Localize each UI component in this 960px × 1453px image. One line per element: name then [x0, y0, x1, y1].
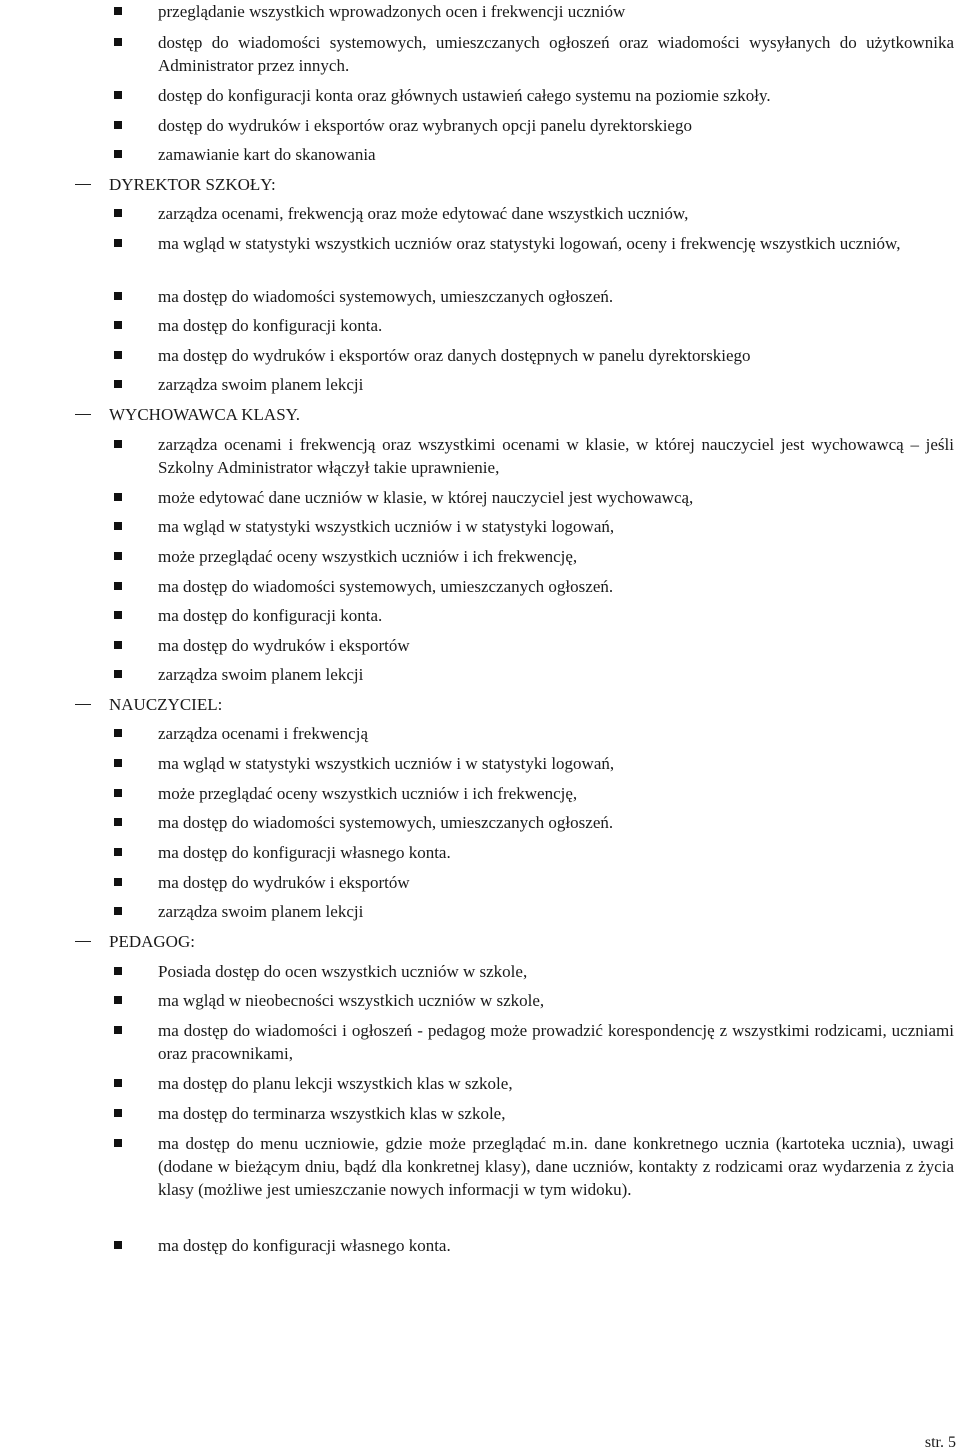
- bullet-icon: [114, 150, 122, 158]
- bullet-icon: [114, 380, 122, 388]
- bullet-icon: [114, 1109, 122, 1117]
- list-item: zarządza ocenami, frekwencją oraz może edytować dane wszystkich uczniów,: [158, 204, 689, 223]
- bullet-icon: [114, 351, 122, 359]
- bullet-icon: [114, 818, 122, 826]
- bullet-icon: [114, 967, 122, 975]
- bullet-icon: [114, 209, 122, 217]
- list-item: może edytować dane uczniów w klasie, w której nauczyciel jest wychowawcą,: [158, 488, 694, 507]
- list-item: ma dostęp do konfiguracji własnego konta.: [158, 1236, 451, 1255]
- list-item: zarządza ocenami i frekwencją oraz wszystkimi ocenami w klasie, w której nauczyciel jest wychowawcą – jeśli Szkolny Administrator włączył takie uprawnienie,: [158, 435, 954, 477]
- list-item: dostęp do wydruków i eksportów oraz wybranych opcji panelu dyrektorskiego: [158, 116, 692, 135]
- list-item: przeglądanie wszystkich wprowadzonych ocen i frekwencji uczniów: [158, 2, 626, 21]
- bullet-icon: [114, 789, 122, 797]
- bullet-icon: [114, 440, 122, 448]
- bullet-icon: [114, 91, 122, 99]
- list-item: ma dostęp do konfiguracji własnego konta.: [158, 843, 451, 862]
- bullet-icon: [114, 670, 122, 678]
- list-item: dostęp do wiadomości systemowych, umieszczanych ogłoszeń oraz wiadomości wysyłanych do użytkownika Administrator przez innych.: [158, 33, 954, 75]
- bullet-icon: [114, 7, 122, 15]
- bullet-icon: [114, 1079, 122, 1087]
- bullet-icon: [114, 759, 122, 767]
- bullet-icon: [114, 582, 122, 590]
- bullet-icon: [114, 38, 122, 46]
- bullet-icon: [114, 493, 122, 501]
- bullet-icon: [114, 321, 122, 329]
- list-item: zarządza swoim planem lekcji: [158, 902, 364, 921]
- list-item: ma wgląd w statystyki wszystkich uczniów i w statystyki logowań,: [158, 517, 615, 536]
- bullet-icon: [114, 1241, 122, 1249]
- bullet-icon: [114, 729, 122, 737]
- dash-icon: [75, 184, 91, 185]
- bullet-icon: [114, 552, 122, 560]
- bullet-icon: [114, 292, 122, 300]
- bullet-icon: [114, 878, 122, 886]
- bullet-icon: [114, 848, 122, 856]
- list-item: ma dostęp do terminarza wszystkich klas w szkole,: [158, 1104, 506, 1123]
- list-item: zarządza swoim planem lekcji: [158, 375, 364, 394]
- bullet-icon: [114, 522, 122, 530]
- list-item: może przeglądać oceny wszystkich uczniów i ich frekwencję,: [158, 784, 578, 803]
- list-item: ma dostęp do konfiguracji konta.: [158, 316, 383, 335]
- section-heading-wychowawca: WYCHOWAWCA KLASY.: [109, 405, 300, 424]
- list-item: zarządza ocenami i frekwencją: [158, 724, 368, 743]
- list-item: ma dostęp do wiadomości systemowych, umieszczanych ogłoszeń.: [158, 577, 614, 596]
- list-item: ma dostęp do wiadomości systemowych, umieszczanych ogłoszeń.: [158, 287, 614, 306]
- list-item: Posiada dostęp do ocen wszystkich uczniów w szkole,: [158, 962, 528, 981]
- list-item: ma dostęp do wydruków i eksportów: [158, 873, 410, 892]
- bullet-icon: [114, 641, 122, 649]
- bullet-icon: [114, 1139, 122, 1147]
- dash-icon: [75, 941, 91, 942]
- list-item: zamawianie kart do skanowania: [158, 145, 376, 164]
- list-item: ma wgląd w nieobecności wszystkich uczniów w szkole,: [158, 991, 545, 1010]
- list-item: ma dostęp do menu uczniowie, gdzie może przeglądać m.in. dane konkretnego ucznia (kartoteka ucznia), uwagi (dodane w bieżącym dniu, bądź dla konkretnej klasy), dane uczniów, kontakty z rodzicami oraz wydarzenia z życia klasy (możliwe jest umieszczanie nowych informacji w tym widoku).: [158, 1134, 954, 1199]
- bullet-icon: [114, 611, 122, 619]
- list-item: ma dostęp do wiadomości systemowych, umieszczanych ogłoszeń.: [158, 813, 614, 832]
- list-item: ma dostęp do konfiguracji konta.: [158, 606, 383, 625]
- dash-icon: [75, 704, 91, 705]
- list-item: zarządza swoim planem lekcji: [158, 665, 364, 684]
- bullet-icon: [114, 121, 122, 129]
- page-number: str. 5: [924, 1434, 956, 1451]
- section-heading-pedagog: PEDAGOG:: [109, 932, 195, 951]
- list-item: może przeglądać oceny wszystkich uczniów i ich frekwencję,: [158, 547, 578, 566]
- section-heading-nauczyciel: NAUCZYCIEL:: [109, 695, 223, 714]
- bullet-icon: [114, 1026, 122, 1034]
- dash-icon: [75, 414, 91, 415]
- bullet-icon: [114, 907, 122, 915]
- list-item: ma dostęp do planu lekcji wszystkich klas w szkole,: [158, 1074, 513, 1093]
- list-item: ma dostęp do wiadomości i ogłoszeń - pedagog może prowadzić korespondencję z wszystkimi rodzicami, uczniami oraz pracownikami,: [158, 1021, 954, 1063]
- list-item: dostęp do konfiguracji konta oraz głównych ustawień całego systemu na poziomie szkoły.: [158, 86, 771, 105]
- list-item: ma wgląd w statystyki wszystkich uczniów oraz statystyki logowań, oceny i frekwencję wszystkich uczniów,: [158, 234, 901, 253]
- bullet-icon: [114, 996, 122, 1004]
- list-item: ma dostęp do wydruków i eksportów oraz danych dostępnych w panelu dyrektorskiego: [158, 346, 751, 365]
- bullet-icon: [114, 239, 122, 247]
- list-item: ma wgląd w statystyki wszystkich uczniów i w statystyki logowań,: [158, 754, 615, 773]
- list-item: ma dostęp do wydruków i eksportów: [158, 636, 410, 655]
- section-heading-dyrektor: DYREKTOR SZKOŁY:: [109, 175, 276, 194]
